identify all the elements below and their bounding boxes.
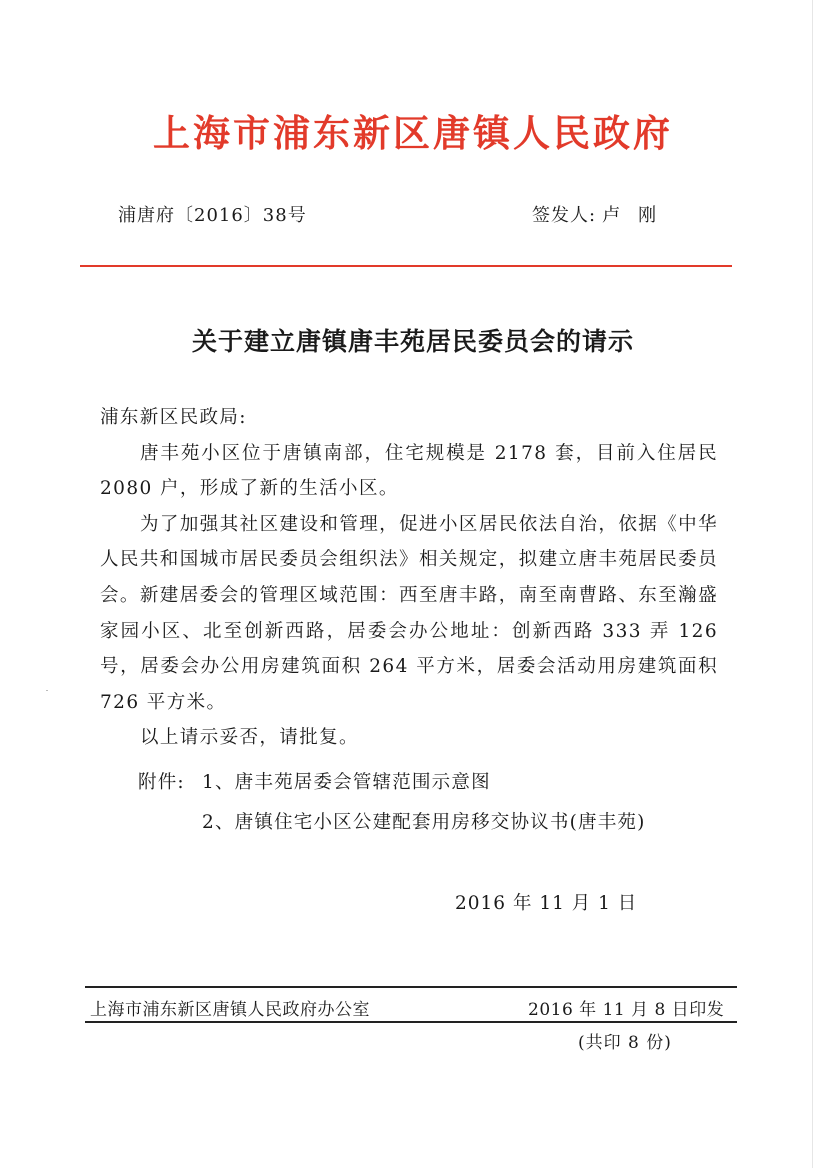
document-body xyxy=(100,400,718,756)
copies-count: (共印 8 份) xyxy=(578,1033,672,1053)
attachment-item: 2、唐镇住宅小区公建配套用房移交协议书(唐丰苑) xyxy=(202,812,646,833)
addressee: 浦东新区民政局: xyxy=(100,407,247,428)
body-paragraph: 为了加强其社区建设和管理，促进小区居民依法自治，依据《中华人民共和国城市居民委员会组织法》相关规定，拟建立唐丰苑居民委员会。新建居委会的管理区域范围：西至唐丰路，南至南曹路、东至瀚盛家园小区、北至创新西路，居委会办公地址：创新西路 333 弄 126 号，居委会办公用房建筑面积 264 平方米，居委会活动用房建筑面积 726 平方米。 xyxy=(100,513,718,713)
scan-speck xyxy=(46,690,48,691)
red-header-rule xyxy=(80,265,732,267)
document-number: 浦唐府〔2016〕38号 xyxy=(118,205,307,226)
footer-bottom-rule xyxy=(85,1021,737,1023)
signer-label: 签发人: xyxy=(532,205,597,226)
issuing-org-title: 上海市浦东新区唐镇人民政府 xyxy=(153,111,673,155)
signer-block xyxy=(532,201,674,227)
document-date: 2016 年 11 月 1 日 xyxy=(455,893,638,914)
document-subject: 关于建立唐镇唐丰苑居民委员会的请示 xyxy=(191,327,634,356)
body-paragraph: 唐丰苑小区位于唐镇南部，住宅规模是 2178 套，目前入住居民 2080 户，形成了新的生活小区。 xyxy=(100,442,718,500)
footer-print-date: 2016 年 11 月 8 日印发 xyxy=(528,1000,725,1020)
page-edge-line xyxy=(812,0,813,1168)
footer-issuer: 上海市浦东新区唐镇人民政府办公室 xyxy=(90,1000,370,1020)
body-paragraph: 以上请示妥否，请批复。 xyxy=(140,727,359,749)
signer-name: 卢刚 xyxy=(602,205,675,226)
attachment-item: 1、唐丰苑居委会管辖范围示意图 xyxy=(202,772,491,793)
footer-top-rule xyxy=(85,986,737,988)
attachments-label: 附件: xyxy=(138,772,185,793)
